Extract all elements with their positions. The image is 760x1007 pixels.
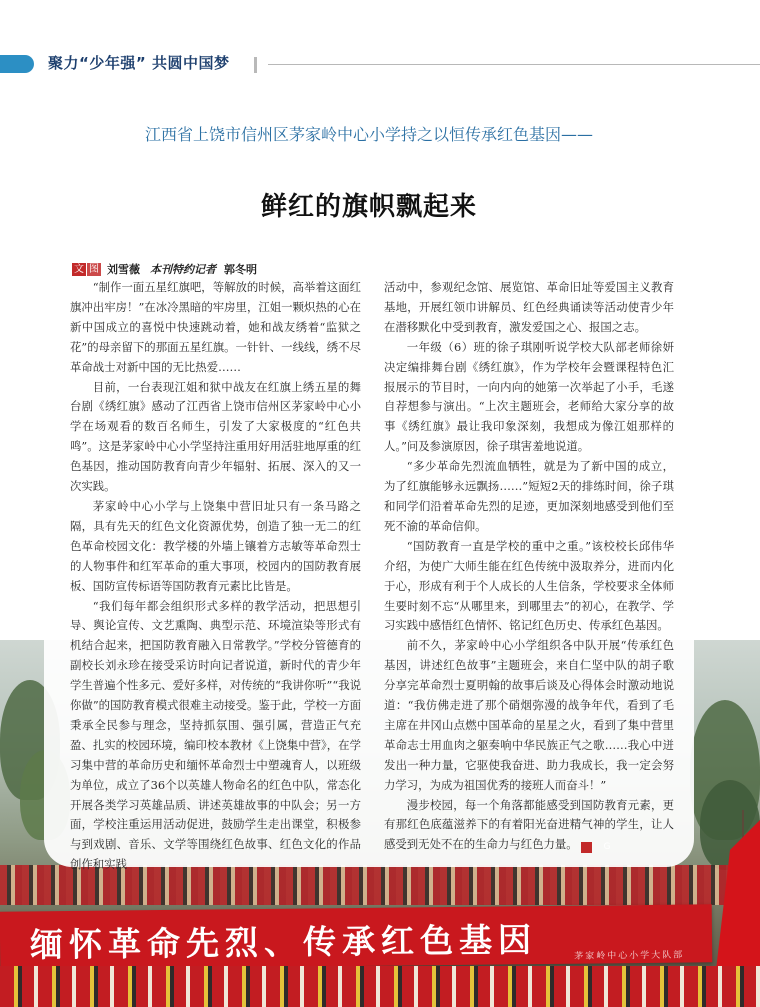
paragraph: 活动中，参观纪念馆、展览馆、革命旧址等爱国主义教育基地，开展红领巾讲解员、红色经典诵读等活动使青少年在潜移默化中受到教育，激发爱国之心、报国之志。 <box>384 280 674 334</box>
section-rule <box>268 64 760 65</box>
section-tab <box>0 55 34 73</box>
section-divider-bar <box>254 57 257 73</box>
paragraph: 前不久，茅家岭中心小学组织各中队开展“传承红色基因，讲述红色故事”主题班会，来自仁坚中队的胡子歌分享完革命烈士夏明翰的故事后谈及心得体会时激动地说道：“我仿佛走进了那个硝烟弥漫的战争年代，看到了毛主席在井冈山点燃中国革命的星星之火，看到了集中营里革命志士用血肉之躯奏响中华民族正气之歌……我心中迸发出一种力量，它驱使我奋进、助力我成长，我一定会努力学习，为成为祖国优秀的接班人而奋斗！” <box>384 638 674 792</box>
red-banner <box>0 904 712 969</box>
paragraph-last <box>384 796 674 856</box>
reporter-role: 本刊特约记者 <box>150 263 216 276</box>
byline-tag-image: 图 <box>89 263 99 275</box>
paragraph: “多少革命先烈流血牺牲，就是为了新中国的成立，为了红旗能够永远飘扬……”短短2天的排练时间，徐子琪和同学们沿着革命先烈的足迹，更加深刻地感受到他们至死不渝的革命信仰。 <box>384 459 674 533</box>
paragraph-text: 漫步校园，每一个角落都能感受到国防教育元素，更有那红色底蕴滋养下的有着阳光奋进精气神的学生，让人感受到无处不在的生命力与红色力量。 <box>384 797 674 852</box>
article-column-left <box>70 278 361 875</box>
banner-sub: 茅家岭中心小学大队部 <box>574 950 685 962</box>
paragraph: 茅家岭中心小学与上饶集中营旧址只有一条马路之隔，具有先天的红色文化资源优势，创造了独一无二的红色革命校园文化：教学楼的外墙上镶着方志敏等革命烈士的人物事件和红军革命的重大事项，校园内的国防教育展板、国防宣传标语等国防教育元素比比皆是。 <box>70 498 361 593</box>
paragraph: “制作一面五星红旗吧，等解放的时候，高举着这面红旗冲出牢房！”在冰冷黑暗的牢房里，江姐一颗炽热的心在新中国成立的喜悦中快速跳动着，她和战友绣着“监狱之花”的母亲留下的那面五星红旗。一针针、一线线，绣不尽革命战士对新中国的无比热爱…… <box>70 280 361 374</box>
article-column-right <box>384 278 674 855</box>
byline-tag-text: 文 <box>74 263 84 275</box>
article-title: 鲜红的旗帜飘起来 <box>260 192 477 222</box>
byline <box>72 261 257 277</box>
banner-text: 缅怀革命先烈、传承红色基因 <box>29 920 538 965</box>
section-title: 聚力“少年强” 共圆中国梦 <box>48 54 230 72</box>
students-front-row <box>0 966 760 1007</box>
paragraph: “国防教育一直是学校的重中之重。”该校校长邱伟华介绍，为使广大师生能在红色传统中汲取养分，进而内化于心，形成有利于个人成长的人生信条，学校要求全体师生要时刻不忘“从哪里来，到哪里去”的初心，在教学、学习实践中感悟红色情怀、铭记红色历史、传承红色基因。 <box>384 538 674 633</box>
reporter-name: 郭冬明 <box>224 263 257 276</box>
paragraph: 目前，一台表现江姐和狱中战友在红旗上绣五星的舞台剧《绣红旗》感动了江西省上饶市信州区茅家岭中心小学在场观看的数百名师生，引发了大家极度的“红色共鸣”。这是茅家岭中心小学坚持注重用好用活驻地厚重的红色基因，推动国防教育向青少年辐射、拓展、深入的又一次实践。 <box>70 379 361 494</box>
red-flag <box>716 820 760 970</box>
end-mark-icon: G <box>581 842 592 853</box>
paragraph: 一年级（6）班的徐子琪刚听说学校大队部老师徐妍决定编排舞台剧《绣红旗》，作为学校年会暨课程特色汇报展示的节目时，一向内向的她第一次举起了小手，毛遂自荐想参与演出。“上次主题班会，老师给大家分享的故事《绣红旗》最让我印象深刻，我想成为像江姐那样的人。”问及参演原因，徐子琪害羞地说道。 <box>384 339 674 454</box>
paragraph: “我们每年都会组织形式多样的教学活动，把思想引导、舆论宣传、文艺熏陶、典型示范、环境渲染等形式有机结合起来，把国防教育融入日常教学。”学校分管德育的副校长刘永珍在接受采访时向记者说道，新时代的青少年学生普遍个性多元、爱好多样，对传统的“我讲你听”“我说你做”的国防教育模式很难主动接受。鉴于此，学校一方面秉承全民参与理念，坚持抓氛围、强引属，营造正气充盈、扎实的校园环境，编印校本教材《上饶集中营》，在学习集中营的革命历史和缅怀革命烈士中塑魂育人，以班级为单位，成立了36个以英雄人物命名的红色中队，常态化开展各类学习英雄品质、讲述英雄故事的中队会；另一方面，学校注重运用活动促进，鼓励学生走出课堂，积极参与到戏剧、音乐、文学等围绕红色故事、红色文化的作品创作和实践 <box>70 598 361 872</box>
author-name: 刘雪薇 <box>107 263 140 276</box>
article-subtitle: 江西省上饶市信州区茅家岭中心小学持之以恒传承红色基因—— <box>144 125 593 144</box>
